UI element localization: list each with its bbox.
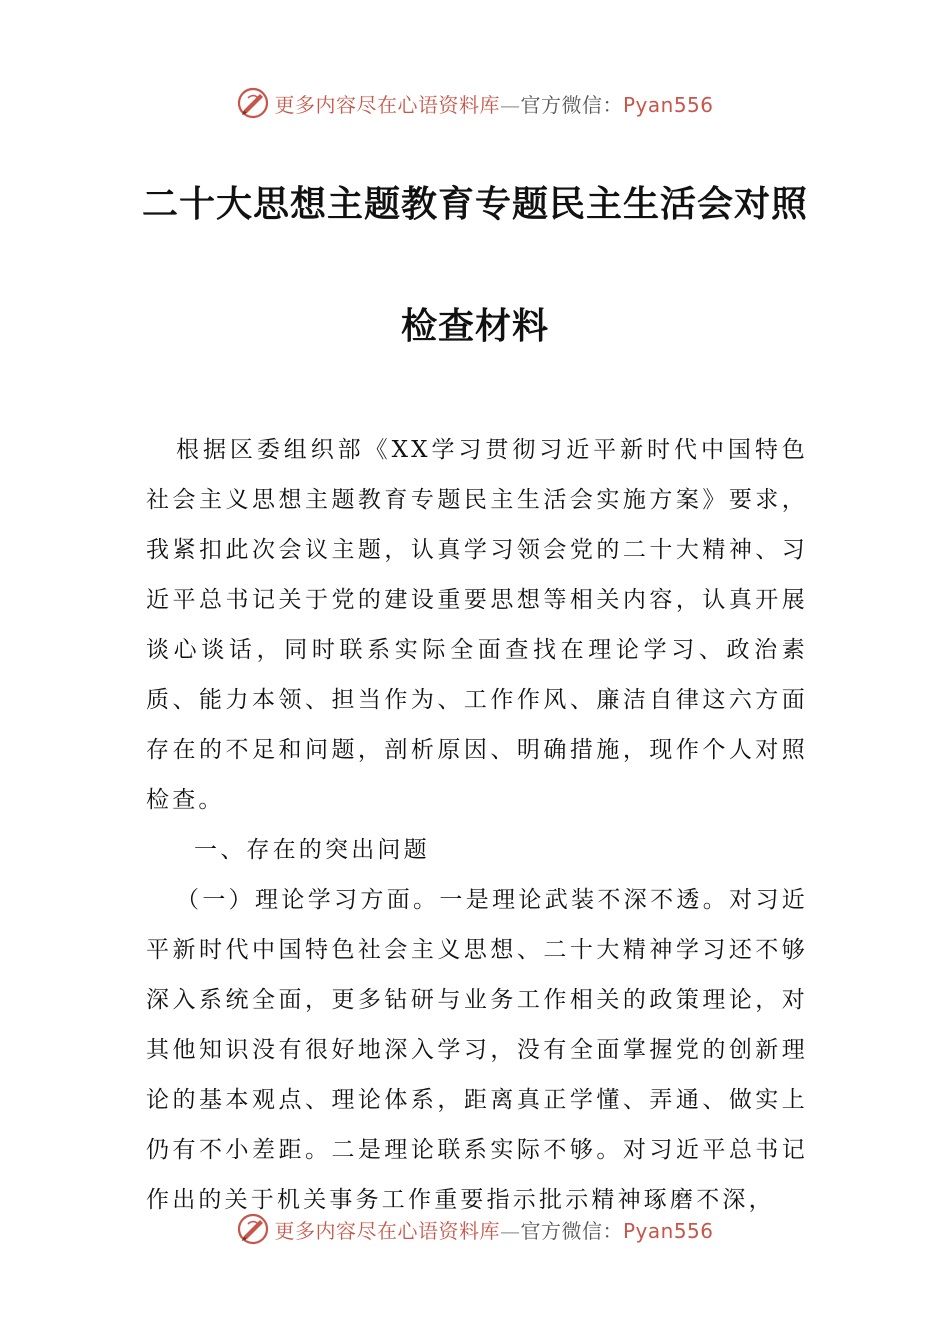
intro-paragraph: 根据区委组织部《XX学习贯彻习近平新时代中国特色社会主义思想主题教育专题民主生活会实施方案》要求，我紧扣此次会议主题，认真学习领会党的二十大精神、习近平总书记关于党的建设重要思想等相关内容，认真开展谈心谈话，同时联系实际全面查找在理论学习、政治素质、能力本领、担当作为、工作作风、廉洁自律这六方面存在的不足和问题，剖析原因、明确措施，现作个人对照检查。 xyxy=(146,437,808,813)
watermark-wechat-id: Pyan556 xyxy=(622,1218,714,1243)
watermark-text xyxy=(274,89,713,118)
watermark-separator: — xyxy=(499,92,521,117)
section-heading: 一、存在的突出问题 xyxy=(194,837,430,863)
watermark-text xyxy=(274,1215,713,1244)
document-body xyxy=(146,425,808,1225)
watermark-wechat-id: Pyan556 xyxy=(622,92,714,117)
watermark-separator: — xyxy=(499,1218,521,1243)
watermark-official-label: 官方微信： xyxy=(520,1218,623,1243)
watermark-brand: 更多内容尽在心语资料库 xyxy=(274,1218,500,1243)
document-title-line-2: 检查材料 xyxy=(400,306,549,347)
watermark-banner-top xyxy=(0,81,950,125)
theory-study-paragraph: （一）理论学习方面。一是理论武装不深不透。对习近平新时代中国特色社会主义思想、二十大精神学习还不够深入系统全面，更多钻研与业务工作相关的政策理论，对其他知识没有很好地深入学习，没有全面掌握党的创新理论的基本观点、理论体系，距离真正学懂、弄通、做实上仍有不小差距。二是理论联系实际不够。对习近平总书记作出的关于机关事务工作重要指示批示精神琢磨不深， xyxy=(146,887,808,1213)
document-title-line-1: 二十大思想主题教育专题民主生活会对照 xyxy=(141,184,808,225)
watermark-banner-bottom xyxy=(0,1207,950,1251)
watermark-brand: 更多内容尽在心语资料库 xyxy=(274,92,500,117)
scroll-pen-logo-icon xyxy=(236,86,270,120)
watermark-official-label: 官方微信： xyxy=(520,92,623,117)
scroll-pen-logo-icon xyxy=(236,1212,270,1246)
